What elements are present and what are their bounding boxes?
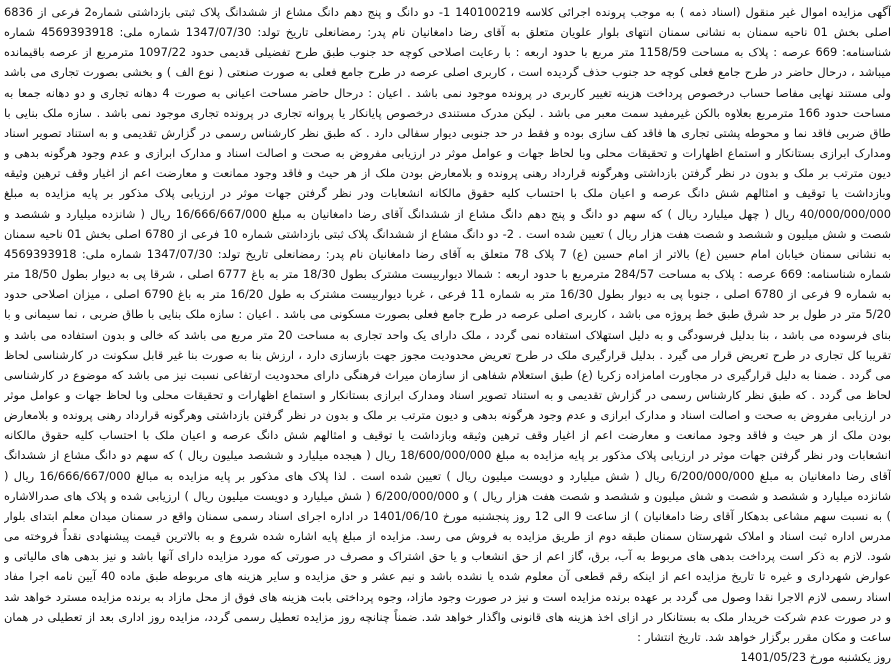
publish-date: روز یکشنبه مورخ 1401/05/23 [740,650,891,664]
auction-notice [4,2,891,669]
notice-body-text: آگهی مزایده اموال غیر منقول (اسناد ذمه ) به موجب پرونده اجرائی کلاسه 140100219 1- دو دانگ و پنج دهم دانگ مشاع از ششدانگ پلاک ثبتی بازداشتی شماره2 فرعی از 6836 اصلی بخش 01 ناحیه سمنان به نشانی سمنان انتهای بلوار علویان متعلق به آقای رضا دامغانیان نام پدر: رمضانعلی تاریخ تولد: 1347/07/30 شماره ملی: 4569393918 شماره شناسنامه: 669 عرصه : پلاک به مساحت 1158/59 متر مربع با حدود اربعه : با رعایت اصلاحی کوچه حد جنوب طبق طرح تفضیلی قدیمی حدود 1097/22 مترمربع از عرصه باقیمانده میباشد ، درحال حاضر در طرح جامع فعلی کوچه حد جنوب حذف گردیده است ، کاربری اصلی عرصه در طرح جامع فعلی به صورت صنعتی ( نوع الف ) و بخشی بصورت تجاری می باشد ولی مستند نهایی مفاصا حساب درخصوص پرداخت هزینه تغییر کاربری در پرونده موجود نمی باشد . اعیان : درحال حاضر مساحت اعیانی به صورت 4 دهانه تجاری و دو دهانه جمعا به مساحت حدود 166 مترمربع بعلاوه بالکن غیرمفید سمت معبر می باشد . لیکن مدرک مستندی درخصوص پایانکار یا پروانه تجاری در پرونده تجاری موجود نمی باشد . سازه ملک بنایی با طاق ضربی فاقد نما و محوطه پشتی تجاری ها فاقد کف سازی بوده و فقط در حد جنوبی دیوار سفالی دارد . که طبق نظر کارشناس رسمی در گزارش تقدیمی و به استناد تصویر اسناد ومدارک ابرازی بستانکار و استماع اظهارات و تحقیقات محلی وبا لحاظ جهات و عوامل موثر در ارزیابی مفروض به صحت و اصالت اسناد و مدارک ابرازی و عدم وجود هرگونه بدهی و دیون مترتب بر ملک و بدون در نظر گرفتن بازداشتی وهرگونه قرارداد رهنی پرونده و بلامعارض بودن ملک از هر حیث و فاقد وجود ممانعت و معارضت اعم از اغیار وقف ترهین وثیقه وبازداشت یا توقیف و امثالهم شش دانگ عرصه و اعیان ملک با احتساب کلیه حقوق مالکانه انشعابات ودر نظر گرفتن جهات موثر در ارزیابی پلاک مذکور بر پایه مزایده به مبلغ 40/000/000/000 ریال ( چهل میلیارد ریال ) که سهم دو دانگ و پنج دهم دانگ مشاع از ششدانگ آقای رضا دامغانیان به مبلغ 16/666/667/000 ریال ( شانزده میلیارد و ششصد و شصت و شش میلیون و ششصد و شصت هفت هزار ریال ) تعیین شده است . 2- دو دانگ مشاع از ششدانگ پلاک ثبتی بازداشتی شماره 10 فرعی از 6780 اصلی بخش 01 ناحیه سمنان به نشانی سمنان خیابان امام حسین (ع) بالاتر از امام حسین (ع) 7 پلاک 78 متعلق به آقای رضا دامغانیان نام پدر: رمضانعلی تاریخ تولد: 1347/07/30 شماره ملی: 4569393918 شماره شناسنامه: 669 عرصه : پلاک به مساحت 284/57 مترمربع با حدود اربعه : شمالا دیواربیست مشترک بطول 18/30 متر به باغ 6777 اصلی ، شرقا پی به دیوار بطول 18/50 متر به شماره 9 فرعی از 6780 اصلی ، جنوبا پی به دیوار بطول 16/30 متر به شماره 11 فرعی ، غربا دیواربیست مشترک به طول 16/20 متر به باغ 6790 اصلی ، میزان اصلاحی حدود 5/20 متر در طول بر حد شرق طبق خط پروژه می باشد ، کاربری اصلی عرصه در طرح جامع فعلی بصورت مسکونی می باشد . اعیان : سازه ملک بنایی با طاق ضربی ، نما سیمانی و با بنای فرسوده می باشد ، بنا بدلیل فرسودگی و به دلیل استهلاک استفاده نمی گردد ، ملک دارای یک واحد تجاری به مساحت 20 متر مربع می باشد که خالی و بدون استفاده می باشد و تقریبا کل تجاری در طرح تعریض قرار می گیرد . بدلیل قرارگیری ملک در طرح تعریض محدودیت مجوز جهت بازسازی دارد ، ارزش بنا به صورت بنا غیر قابل سکونت در کارشناسی لحاظ می گردد . ضمنا به دلیل قرارگیری در مجاورت امامزاده زکریا (ع) طبق استعلام شفاهی از سازمان میراث فرهنگی دارای محدودیت ارتفاعی نسبت نیز می باشد که موضوع در کارشناسی لحاظ می گردد . که طبق نظر کارشناس رسمی در گزارش تقدیمی و به استناد تصویر اسناد ومدارک ابرازی بستانکار و استماع اظهارات و تحقیقات محلی وبا لحاظ جهات و عوامل موثر در ارزیابی مفروض به صحت و اصالت اسناد و مدارک ابرازی و عدم وجود هرگونه بدهی و دیون مترتب بر ملک و بدون در نظر گرفتن بازداشتی وهرگونه قرارداد رهنی پرونده و بلامعارض بودن ملک از هر حیث و فاقد وجود ممانعت و معارضت اعم از اغیار وقف ترهین وثیقه وبازداشت یا توقیف و امثالهم شش دانگ عرصه و اعیان ملک با احتساب کلیه حقوق مالکانه انشعابات ودر نظر گرفتن جهات موثر در ارزیابی پلاک مذکور بر پایه مزایده به مبلغ 18/600/000/000 ریال ( هیجده میلیارد و ششصد میلیون ریال ) که سهم دو دانگ مشاع از ششدانگ آقای رضا دامغانیان به مبلغ 6/200/000/000 ریال ( شش میلیارد و دویست میلیون ریال ) تعیین شده است . لذا پلاک های مذکور بر پایه مزایده به مبالغ 16/666/667/000 ریال ( شانزده میلیارد و ششصد و شصت و شش میلیون و ششصد و شصت هفت هزار ریال ) و 6/200/000/000 ( شش میلیارد و دویست میلیون ریال ) ارزیابی شده و پلاک های صدرالاشاره ) به نسبت سهم مشاعی بدهکار آقای رضا دامغانیان ) از ساعت 9 الی 12 روز پنجشنبه مورخ 1401/06/10 در اداره اجرای اسناد رسمی سمنان واقع در سمنان میدان معلم ابتدای بلوار مدرس اداره ثبت اسناد و املاک شهرستان سمنان طبقه دوم از طریق مزایده به فروش می رسد. مزایده از مبلغ پایه اشاره شده شروع و به بالاترین قیمت پیشنهادی نقداً فروخته می شود. لازم به ذکر است پرداخت بدهی های مربوط به آب، برق، گاز اعم از حق انشعاب و یا حق اشتراک و مصرف در صورتی که مورد مزایده دارای آنها باشد و نیز بدهی های مالیاتی و عوارض شهرداری و غیره تا تاریخ مزایده اعم از اینکه رقم قطعی آن معلوم شده یا نشده باشد و نیم عشر و حق مزایده و سایر هزینه های مربوطه طبق ماده 40 آیین نامه اجرا مفاد اسناد رسمی لازم الاجرا نقدا وصول می گردد بر عهده برنده مزایده است و نیز در صورت وجود مازاد، وجوه پرداختی بابت هزینه های فوق از محل مازاد به برنده مزایده مسترد خواهد شد و در صورت عدم شرکت خریدار ملک به بستانکار در ازای اخذ هزینه های قانونی واگذار خواهد شد. ضمناً چنانچه روز مزایده تعطیل رسمی گردد، مزایده روز اداری بعد از تعطیلی در همان ساعت و مکان مقرر برگزار خواهد شد. تاریخ انتشار : [4,5,891,644]
